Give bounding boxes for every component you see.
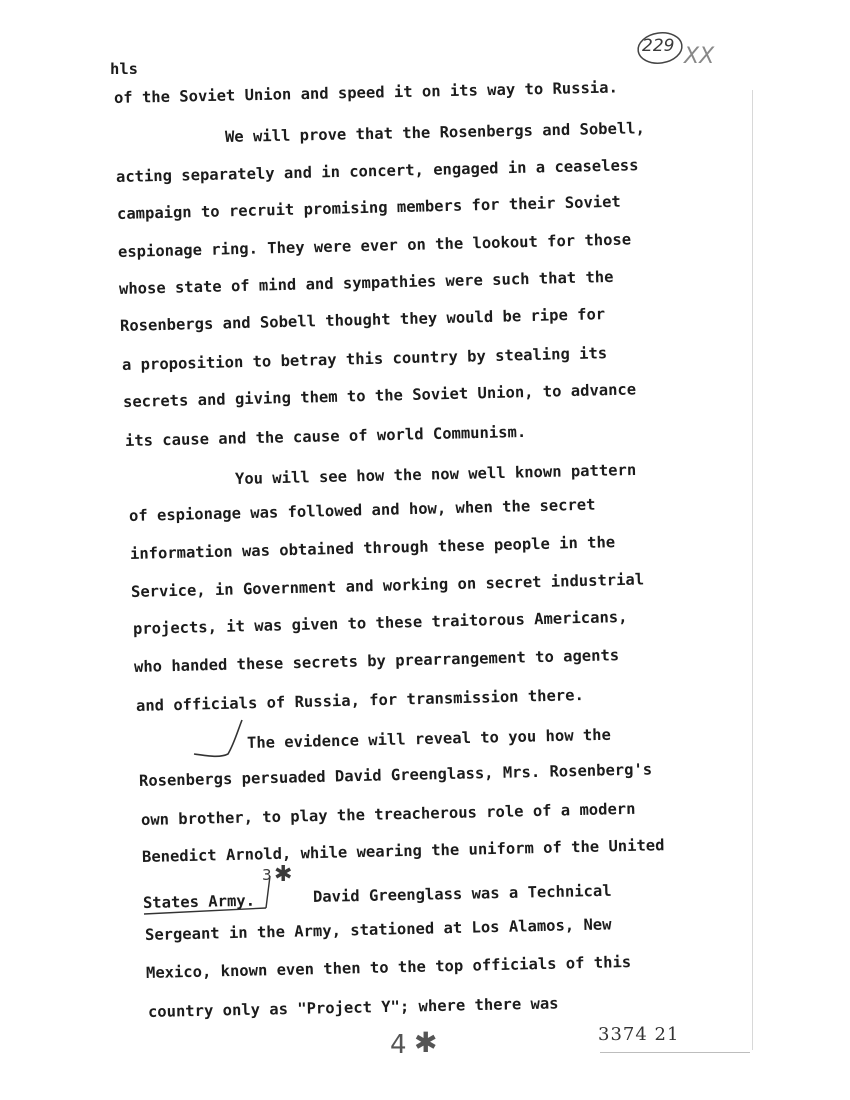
text-line-22b: David Greenglass was a Technical [312, 881, 612, 906]
text-line-4: campaign to recruit promising members for their Soviet [116, 192, 621, 223]
asterisk-mark-3: ✱ [274, 862, 293, 887]
text-line-6: whose state of mind and sympathies were such that the [118, 267, 614, 298]
margin-shadow-line [752, 90, 753, 1050]
handwritten-mark-4: 4 [390, 1030, 407, 1060]
text-line-10: its cause and the cause of world Communism. [124, 422, 527, 450]
page-number: 229 [642, 36, 675, 56]
text-line-9: secrets and giving them to the Soviet Union, to advance [122, 380, 637, 411]
text-line-21: Benedict Arnold, while wearing the uniform of the United [141, 836, 665, 866]
text-line-25: country only as "Project Y"; where there was [147, 994, 559, 1021]
text-line-24: Mexico, known even then to the top officials of this [145, 952, 632, 982]
text-line-5: espionage ring. They were ever on the lookout for those [117, 230, 632, 261]
typist-initials: hls [110, 60, 138, 78]
text-line-8: a proposition to betray this country by stealing its [121, 344, 608, 374]
text-line-17: and officials of Russia, for transmission there. [135, 686, 585, 715]
text-line-3: acting separately and in concert, engaged in a ceaseless [115, 156, 639, 186]
handwritten-underline-bracket [140, 868, 320, 918]
text-line-13: information was obtained through these people in the [129, 533, 616, 563]
text-line-12: of espionage was followed and how, when the secret [128, 495, 596, 525]
text-line-23: Sergeant in the Army, stationed at Los Alamos, New [144, 915, 612, 944]
asterisk-mark-4: ✱ [414, 1026, 438, 1059]
text-line-15: projects, it was given to these traitorous Americans, [132, 607, 628, 638]
text-line-22a: States Army. [142, 891, 256, 912]
page-mark: XX [684, 44, 715, 69]
text-line-14: Service, in Government and working on secret industrial [130, 570, 645, 601]
bottom-page-number: 3374 21 [598, 1024, 680, 1045]
handwritten-check-mark [190, 718, 260, 768]
text-line-2: We will prove that the Rosenbergs and Sobell, [224, 119, 646, 146]
text-line-11: You will see how the now well known pattern [234, 460, 637, 488]
text-line-19: Rosenbergs persuaded David Greenglass, Mrs. Rosenberg's [138, 760, 653, 790]
text-line-7: Rosenbergs and Sobell thought they would be ripe for [119, 305, 606, 335]
text-line-18: The evidence will reveal to you how the [246, 725, 612, 752]
text-line-20: own brother, to play the treacherous role of a modern [140, 799, 636, 829]
handwritten-mark-3: 3 [262, 866, 272, 884]
text-line-1: of the Soviet Union and speed it on its way to Russia. [113, 78, 618, 107]
text-line-16: who handed these secrets by prearrangement to agents [133, 646, 620, 676]
bottom-rule [600, 1052, 750, 1053]
